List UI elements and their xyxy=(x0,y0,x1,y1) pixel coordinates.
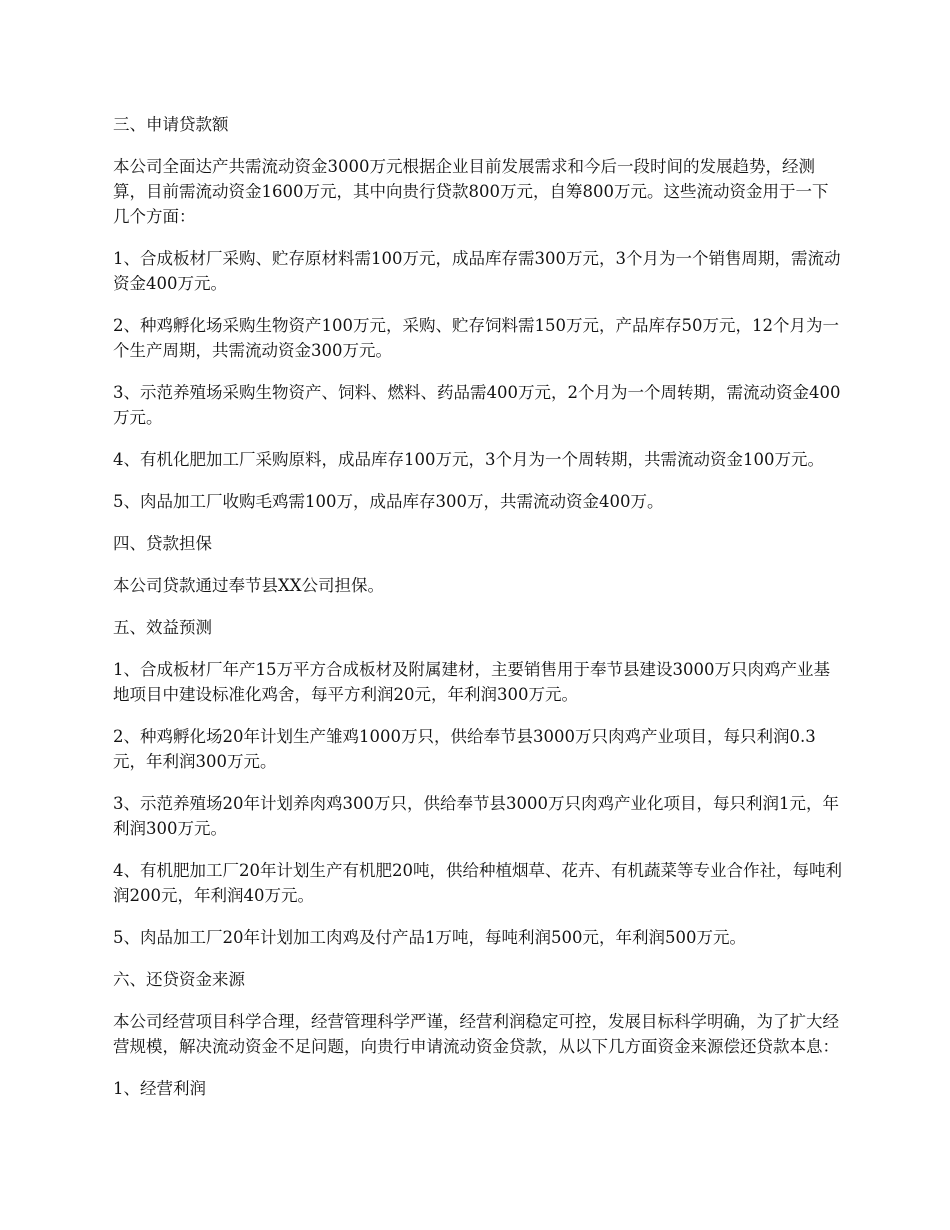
paragraph-repayment-overview: 本公司经营项目科学合理，经营管理科学严谨，经营利润稳定可控，发展目标科学明确，为了扩大经营规模，解决流动资金不足问题，向贵行申请流动资金贷款，从以下几方面资金来源偿还贷款本息： xyxy=(113,1012,839,1056)
list-item-demo-farm-profit: 3、示范养殖场20年计划养肉鸡300万只，供给奉节县3000万只肉鸡产业化项目，每只利润1元，年利润300万元。 xyxy=(113,794,839,838)
section-heading-repayment-source: 六、还贷资金来源 xyxy=(113,970,245,989)
list-item-meat-plant-funds: 5、肉品加工厂收购毛鸡需100万，成品库存300万，共需流动资金400万。 xyxy=(113,492,664,511)
list-item-board-factory-funds: 1、合成板材厂采购、贮存原材料需100万元，成品库存需300万元，3个月为一个销售周期，需流动资金400万元。 xyxy=(113,249,841,293)
paragraph-guarantee: 本公司贷款通过奉节县XX公司担保。 xyxy=(113,576,384,595)
section-heading-loan-amount: 三、申请贷款额 xyxy=(113,115,229,134)
list-item-demo-farm-funds: 3、示范养殖场采购生物资产、饲料、燃料、药品需400万元，2个月为一个周转期，需流动资金400万元。 xyxy=(113,383,841,427)
list-item-fertilizer-plant-funds: 4、有机化肥加工厂采购原料，成品库存100万元，3个月为一个周转期，共需流动资金100万元。 xyxy=(113,450,824,469)
paragraph-loan-overview: 本公司全面达产共需流动资金3000万元根据企业目前发展需求和今后一段时间的发展趋势，经测算，目前需流动资金1600万元，其中向贵行贷款800万元，自筹800万元。这些流动资金用于一下几个方面： xyxy=(113,157,829,226)
section-heading-loan-guarantee: 四、贷款担保 xyxy=(113,534,212,553)
section-heading-benefit-forecast: 五、效益预测 xyxy=(113,618,212,637)
list-item-board-factory-profit: 1、合成板材厂年产15万平方合成板材及附属建材，主要销售用于奉节县建设3000万只肉鸡产业基地项目中建设标准化鸡舍，每平方利润20元，年利润300万元。 xyxy=(113,660,830,704)
list-item-fertilizer-plant-profit: 4、有机肥加工厂20年计划生产有机肥20吨，供给种植烟草、花卉、有机蔬菜等专业合作社，每吨利润200元，年利润40万元。 xyxy=(113,861,842,905)
subheading-operating-profit: 1、经营利润 xyxy=(113,1079,206,1098)
list-item-hatchery-profit: 2、种鸡孵化场20年计划生产雏鸡1000万只，供给奉节县3000万只肉鸡产业项目，每只利润0.3元，年利润300万元。 xyxy=(113,727,816,771)
document-page xyxy=(113,112,843,1118)
list-item-meat-plant-profit: 5、肉品加工厂20年计划加工肉鸡及付产品1万吨，每吨利润500元，年利润500万元。 xyxy=(113,928,746,947)
list-item-hatchery-funds: 2、种鸡孵化场采购生物资产100万元，采购、贮存饲料需150万元，产品库存50万元，12个月为一个生产周期，共需流动资金300万元。 xyxy=(113,316,839,360)
